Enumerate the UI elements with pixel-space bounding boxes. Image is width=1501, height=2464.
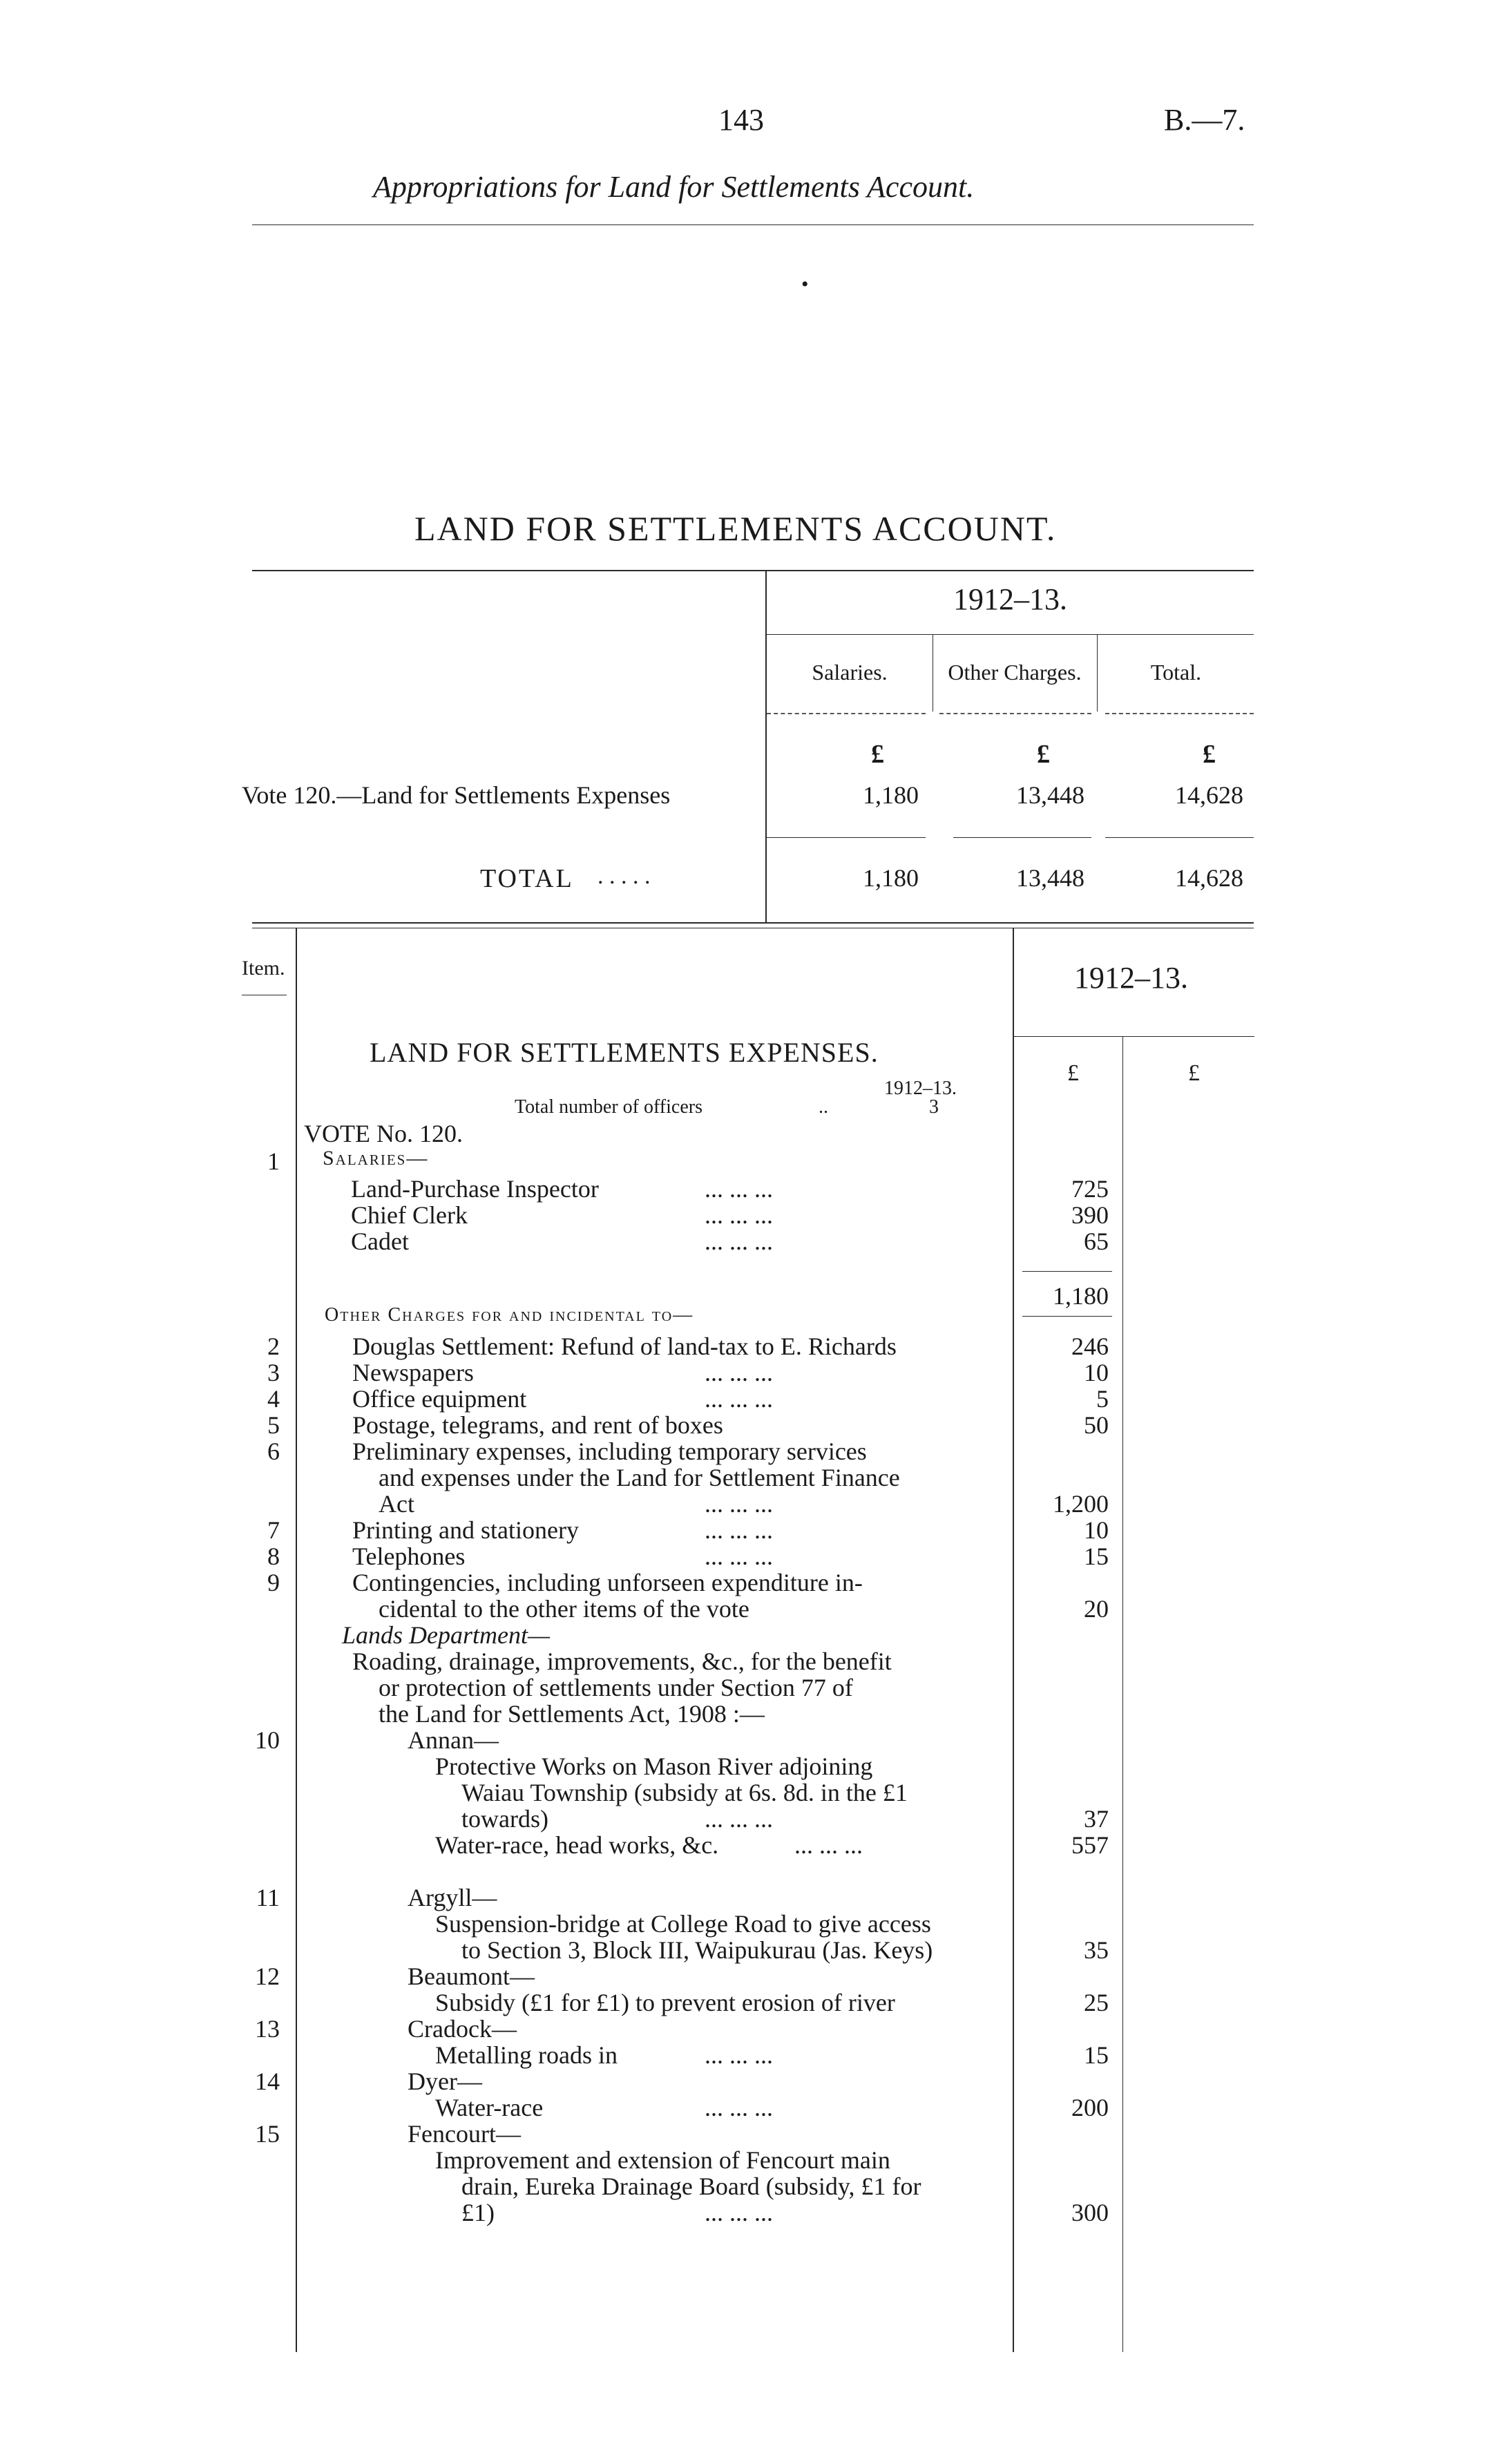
- officers-count: 3: [929, 1096, 939, 1118]
- document-reference: B.—7.: [1164, 103, 1245, 137]
- currency-total: £: [1203, 740, 1216, 769]
- total-rule-3: [1105, 837, 1254, 838]
- settlement-amount: 557: [1071, 1831, 1109, 1859]
- detail-section-title: LAND FOR SETTLEMENTS EXPENSES.: [370, 1037, 879, 1068]
- item-number: 12: [255, 1962, 280, 1990]
- item-number: 13: [255, 2015, 280, 2043]
- col-header-other-charges: Other Charges.: [948, 660, 1082, 685]
- leader-dots: ... ... ...: [705, 1516, 773, 1544]
- other-charges-heading: Other Charges for and incidental to—: [325, 1304, 694, 1326]
- settlement-line: £1): [461, 2199, 495, 2226]
- item-number: 14: [255, 2067, 280, 2095]
- item-column-header: Item.: [242, 957, 285, 980]
- item-column-rule: [296, 928, 297, 2352]
- summary-header-rule-3: [1105, 713, 1254, 714]
- vote-120-other-charges: 13,448: [1016, 781, 1084, 809]
- leader-dots: ... ... ...: [705, 1175, 773, 1203]
- detail-currency-2: £: [1188, 1060, 1200, 1086]
- leader-dots: ... ... ...: [705, 2041, 773, 2069]
- item-number: 11: [256, 1884, 280, 1911]
- settlement-name: Cradock—: [408, 2015, 517, 2043]
- summary-divider: [765, 570, 767, 922]
- charge-amount: 10: [1084, 1516, 1109, 1544]
- total-rule-2: [953, 837, 1091, 838]
- salaries-subtotal-rule: [1022, 1271, 1112, 1272]
- item-number: 5: [267, 1411, 280, 1439]
- total-label: TOTAL: [480, 864, 574, 893]
- col-header-total: Total.: [1150, 660, 1202, 685]
- settlement-name: Annan—: [408, 1726, 499, 1754]
- settlement-amount: 200: [1071, 2094, 1109, 2121]
- salaries-heading: Salaries—: [323, 1147, 429, 1169]
- charge-line: Preliminary expenses, including temporary services: [352, 1438, 867, 1465]
- summary-bottom-rule: [252, 922, 1254, 924]
- salaries-subtotal: 1,180: [1053, 1282, 1109, 1310]
- settlement-line: Protective Works on Mason River adjoining: [435, 1753, 873, 1780]
- total-dots: . . . . .: [597, 863, 651, 889]
- item-number: 1: [267, 1147, 280, 1175]
- settlement-amount: 25: [1084, 1989, 1109, 2016]
- settlement-amount: 35: [1084, 1936, 1109, 1964]
- leader-dots: ... ... ...: [705, 1228, 773, 1255]
- charge-line: Act: [379, 1490, 414, 1518]
- settlement-line: Waiau Township (subsidy at 6s. 8d. in the £1: [461, 1779, 908, 1806]
- vote-120-total: 14,628: [1175, 781, 1243, 809]
- settlement-line: to Section 3, Block III, Waipukurau (Jas. Keys): [461, 1936, 933, 1964]
- charge-line: Printing and stationery: [352, 1516, 579, 1544]
- item-number: 7: [267, 1516, 280, 1544]
- item-number: 10: [255, 1726, 280, 1754]
- leader-dots: ... ... ...: [705, 2094, 773, 2121]
- settlement-amount: 37: [1084, 1805, 1109, 1833]
- charge-amount: 5: [1096, 1385, 1109, 1413]
- bullet-mark: •: [801, 273, 809, 296]
- officers-year: 1912–13.: [884, 1078, 957, 1099]
- item-number: 4: [267, 1385, 280, 1413]
- item-number: 8: [267, 1543, 280, 1570]
- amount-column-rule: [1013, 928, 1014, 2352]
- charge-line: Postage, telegrams, and rent of boxes: [352, 1411, 723, 1439]
- total-total: 14,628: [1175, 864, 1243, 892]
- summary-col-sep-2: [1097, 634, 1098, 711]
- salary-line-label: Cadet: [351, 1228, 409, 1255]
- salary-line-amount: 65: [1084, 1228, 1109, 1255]
- item-number: 2: [267, 1333, 280, 1360]
- total-salaries: 1,180: [863, 864, 919, 892]
- leader-dots: ... ... ...: [705, 2199, 773, 2226]
- summary-header-rule-2: [939, 713, 1091, 714]
- leader-dots: ... ... ...: [705, 1385, 773, 1413]
- lands-department-heading: Lands Department—: [342, 1621, 551, 1649]
- total-rule-1: [767, 837, 926, 838]
- charge-amount: 1,200: [1053, 1490, 1109, 1518]
- item-number: 3: [267, 1359, 280, 1386]
- settlement-amount: 300: [1071, 2199, 1109, 2226]
- currency-other: £: [1037, 740, 1050, 769]
- salary-line-amount: 390: [1071, 1201, 1109, 1229]
- settlement-name: Fencourt—: [408, 2120, 521, 2148]
- page-number: 143: [718, 103, 764, 137]
- detail-year-rule: [1013, 1036, 1254, 1037]
- leader-dots: ... ... ...: [705, 1359, 773, 1386]
- charge-line: Newspapers: [352, 1359, 474, 1386]
- charge-line: Contingencies, including unforseen expenditure in-: [352, 1569, 863, 1596]
- leader-dots: ... ... ...: [705, 1490, 773, 1518]
- item-number: 15: [255, 2120, 280, 2148]
- salary-line-label: Land-Purchase Inspector: [351, 1175, 599, 1203]
- leader-dots: ... ... ...: [705, 1805, 773, 1833]
- summary-title: LAND FOR SETTLEMENTS ACCOUNT.: [414, 509, 1057, 548]
- leader-dots: ... ... ...: [705, 1543, 773, 1570]
- settlement-line: Suspension-bridge at College Road to give access: [435, 1910, 931, 1938]
- detail-year-header: 1912–13.: [1074, 961, 1188, 995]
- settlement-name: Dyer—: [408, 2067, 482, 2095]
- settlement-line: Water-race: [435, 2094, 544, 2121]
- charge-line: and expenses under the Land for Settlement Finance: [379, 1464, 900, 1491]
- charge-amount: 20: [1084, 1595, 1109, 1623]
- vote-number: VOTE No. 120.: [304, 1120, 463, 1147]
- roading-intro-line: Roading, drainage, improvements, &c., for the benefit: [352, 1648, 892, 1675]
- settlement-line: towards): [461, 1805, 548, 1833]
- vote-120-salaries: 1,180: [863, 781, 919, 809]
- charge-line: Douglas Settlement: Refund of land-tax to E. Richards: [352, 1333, 897, 1360]
- total-other-charges: 13,448: [1016, 864, 1084, 892]
- detail-currency-1: £: [1067, 1060, 1079, 1086]
- roading-intro-line: or protection of settlements under Section 77 of: [379, 1674, 853, 1701]
- roading-intro-line: the Land for Settlements Act, 1908 :—: [379, 1700, 765, 1728]
- settlement-line: Improvement and extension of Fencourt main: [435, 2146, 890, 2174]
- salary-line-amount: 725: [1071, 1175, 1109, 1203]
- officers-label: Total number of officers: [515, 1096, 702, 1118]
- charge-amount: 50: [1084, 1411, 1109, 1439]
- settlement-amount: 15: [1084, 2041, 1109, 2069]
- settlement-name: Argyll—: [408, 1884, 497, 1911]
- officers-dots: ..: [819, 1096, 828, 1118]
- charge-amount: 246: [1071, 1333, 1109, 1360]
- item-number: 6: [267, 1438, 280, 1465]
- settlement-line: Water-race, head works, &c.: [435, 1831, 719, 1859]
- summary-year: 1912–13.: [953, 582, 1067, 616]
- summary-top-rule: [252, 570, 1254, 571]
- leader-dots: ... ... ...: [794, 1831, 863, 1859]
- running-title: Appropriations for Land for Settlements Account.: [373, 170, 975, 204]
- item-number: 9: [267, 1569, 280, 1596]
- vote-120-label: Vote 120.—Land for Settlements Expenses: [242, 781, 671, 809]
- settlement-name: Beaumont—: [408, 1962, 535, 1990]
- settlement-line: Subsidy (£1 for £1) to prevent erosion of river: [435, 1989, 895, 2016]
- charge-line: cidental to the other items of the vote: [379, 1595, 749, 1623]
- currency-salaries: £: [871, 740, 884, 769]
- charge-line: Office equipment: [352, 1385, 527, 1413]
- second-amount-column-rule: [1122, 1036, 1123, 2352]
- summary-header-rule-1: [767, 713, 926, 714]
- salary-line-label: Chief Clerk: [351, 1201, 468, 1229]
- charge-amount: 10: [1084, 1359, 1109, 1386]
- settlement-line: Metalling roads in: [435, 2041, 618, 2069]
- charge-line: Telephones: [352, 1543, 466, 1570]
- charge-amount: 15: [1084, 1543, 1109, 1570]
- salaries-subtotal-rule-2: [1022, 1316, 1112, 1317]
- summary-year-rule: [767, 634, 1254, 635]
- col-header-salaries: Salaries.: [812, 660, 888, 685]
- leader-dots: ... ... ...: [705, 1201, 773, 1229]
- settlement-line: drain, Eureka Drainage Board (subsidy, £1 for: [461, 2172, 921, 2200]
